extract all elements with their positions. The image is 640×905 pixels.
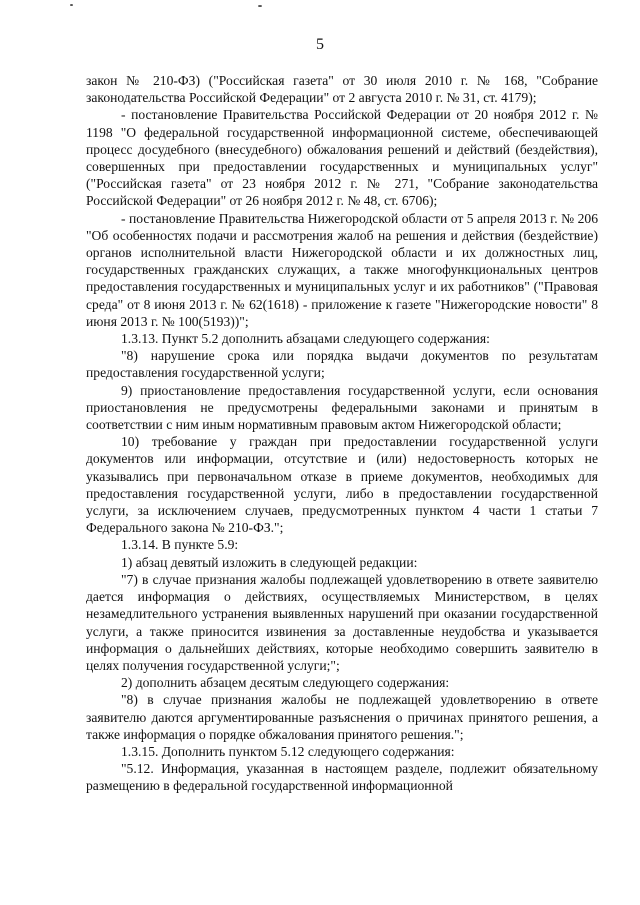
paragraph: 1) абзац девятый изложить в следующей редакции:: [121, 554, 418, 570]
page-number: 5: [316, 36, 324, 53]
document-body: [86, 72, 598, 795]
paragraph: "7) в случае признания жалобы подлежащей удовлетворению в ответе заявителю дается информация о действиях, осуществляемых Министерством, в целях незамедлительного устранения выявленных нарушений при оказании государственной услуги, а также приносится извинения за доставленные неудобства и указывается информация о дальнейших действиях, которые необходимо совершить заявителю в целях получения государственной услуги;";: [86, 571, 598, 673]
paragraph: 1.3.14. В пункте 5.9:: [121, 537, 239, 553]
paragraph: 10) требование у граждан при предоставлении государственной услуги документов или информации, отсутствие и (или) недостоверность которых не указывались при первоначальном отказе в приеме документов, необходимых для предоставления государственной услуги, либо в предоставлении государственной услуги, за исключением случаев, предусмотренных пунктом 4 части 1 статьи 7 Федерального закона № 210-ФЗ.";: [86, 434, 598, 536]
paragraph: 1.3.15. Дополнить пунктом 5.12 следующего содержания:: [121, 743, 455, 759]
scan-speck: [70, 4, 73, 6]
paragraph: "5.12. Информация, указанная в настоящем разделе, подлежит обязательному размещению в федеральной государственной информационной: [86, 761, 598, 794]
paragraph: "8) в случае признания жалобы не подлежащей удовлетворению в ответе заявителю даются аргументированные разъяснения о причинах принятого решения, а также информация о порядке обжалования принятого решения.";: [86, 692, 598, 742]
paragraph: - постановление Правительства Российской Федерации от 20 ноября 2012 г. № 1198 "О федеральной государственной информационной системе, обеспечивающей процесс досудебного (внесудебного) обжалования решений и действий (бездействия), совершенных при предоставлении государственных и муниципальных услуг" ("Российская газета" от 23 ноября 2012 г. № 271, "Собрание законодательства Российской Федерации" от 26 ноября 2012 г. № 48, ст. 6706);: [86, 107, 598, 209]
paragraph: 1.3.13. Пункт 5.2 дополнить абзацами следующего содержания:: [121, 331, 490, 347]
scan-speck: [258, 5, 262, 7]
paragraph: 2) дополнить абзацем десятым следующего содержания:: [121, 675, 450, 691]
paragraph: закон № 210-ФЗ) ("Российская газета" от 30 июля 2010 г. № 168, "Собрание законодательства Российской Федерации" от 2 августа 2010 г. № 31, ст. 4179);: [86, 73, 598, 106]
paragraph: 9) приостановление предоставления государственной услуги, если основания приостановления не предусмотрены федеральными законами и принятым в соответствии с ним иным нормативным правовым актом Нижегородской области;: [86, 382, 598, 433]
paragraph: "8) нарушение срока или порядка выдачи документов по результатам предоставления государственной услуги;: [86, 348, 598, 381]
paragraph: - постановление Правительства Нижегородской области от 5 апреля 2013 г. № 206 "Об особенностях подачи и рассмотрения жалоб на решения и действия (бездействие) органов исполнительной власти Нижегородской области и их должностных лиц, государственных гражданских служащих, а также многофункциональных центров предоставления государственных и муниципальных услуг и их работников" ("Правовая среда" от 8 июня 2013 г. № 62(1618) - приложение к газете "Нижегородские новости" 8 июня 2013 г. № 100(5193))";: [86, 210, 598, 329]
